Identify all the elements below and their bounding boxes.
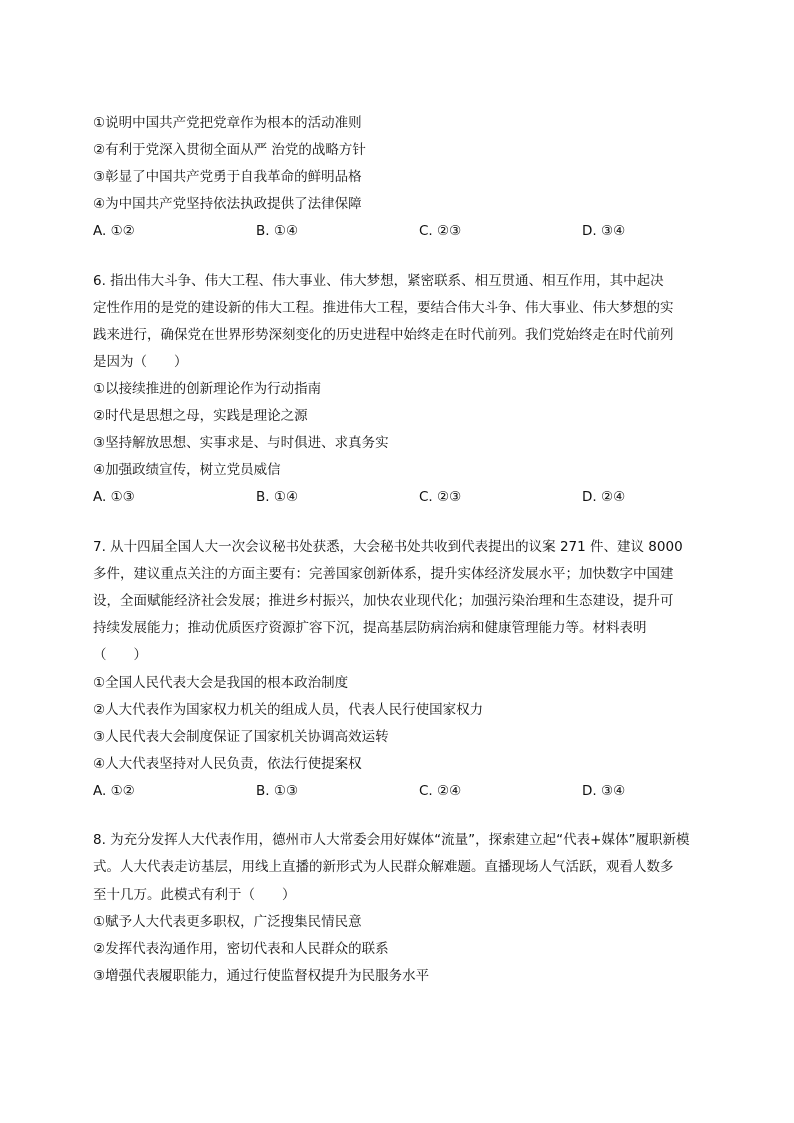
q6-stem-line-1: 6. 指出伟大斗争、伟大工程、伟大事业、伟大梦想，紧密联系、相互贯通、相互作用，其中起决 bbox=[93, 273, 664, 289]
q5-item-4: ④为中国共产党坚持依法执政提供了法律保障 bbox=[93, 196, 362, 212]
q6-option-a[interactable]: A. ①③ bbox=[93, 489, 135, 505]
q7-option-b[interactable]: B. ①③ bbox=[256, 783, 299, 799]
q5-options bbox=[93, 222, 713, 240]
q8-stem-line-2: 式。人大代表走访基层，用线上直播的新形式为人民群众解难题。直播现场人气活跃，观看人数多 bbox=[93, 859, 674, 875]
q6-item-1: ①以接续推进的创新理论作为行动指南 bbox=[93, 381, 322, 397]
q5-option-b[interactable]: B. ①④ bbox=[256, 223, 299, 239]
q8-item-1: ①赋予人大代表更多职权，广泛搜集民情民意 bbox=[93, 914, 362, 930]
q5-item-1: ①说明中国共产党把党章作为根本的活动准则 bbox=[93, 115, 362, 131]
q7-stem-line-2: 多件，建议重点关注的方面主要有：完善国家创新体系，提升实体经济发展水平；加快数字中国建 bbox=[93, 566, 674, 582]
q5-option-c[interactable]: C. ②③ bbox=[419, 223, 462, 239]
q5-item-3: ③彰显了中国共产党勇于自我革命的鲜明品格 bbox=[93, 169, 362, 185]
q7-option-a[interactable]: A. ①② bbox=[93, 783, 135, 799]
q6-stem-line-2: 定性作用的是党的建设新的伟大工程。推进伟大工程，要结合伟大斗争、伟大事业、伟大梦想的实 bbox=[93, 300, 674, 316]
q7-stem-line-3: 设，全面赋能经济社会发展；推进乡村振兴，加快农业现代化；加强污染治理和生态建设，提升可 bbox=[93, 593, 674, 609]
q6-option-d[interactable]: D. ②④ bbox=[582, 489, 626, 505]
q8-stem-line-3: 至十几万。此模式有利于（ ） bbox=[93, 887, 296, 903]
q7-item-3: ③人民代表大会制度保证了国家机关协调高效运转 bbox=[93, 729, 389, 745]
q7-option-c[interactable]: C. ②④ bbox=[419, 783, 462, 799]
q7-item-4: ④人大代表坚持对人民负责，依法行使提案权 bbox=[93, 756, 362, 772]
q6-stem-line-4: 是因为（ ） bbox=[93, 354, 188, 370]
q8-item-3: ③增强代表履职能力，通过行使监督权提升为民服务水平 bbox=[93, 968, 430, 984]
q6-item-3: ③坚持解放思想、实事求是、与时俱进、求真务实 bbox=[93, 435, 389, 451]
q6-item-4: ④加强政绩宣传，树立党员威信 bbox=[93, 462, 281, 478]
q6-option-c[interactable]: C. ②③ bbox=[419, 489, 462, 505]
q7-item-1: ①全国人民代表大会是我国的根本政治制度 bbox=[93, 675, 349, 691]
q6-options bbox=[93, 488, 713, 506]
q8-stem-line-1: 8. 为充分发挥人大代表作用，德州市人大常委会用好媒体“流量”，探索建立起“代表+媒体”履职新模 bbox=[93, 832, 690, 848]
q6-stem-line-3: 践来进行，确保党在世界形势深刻变化的历史进程中始终走在时代前列。我们党始终走在时代前列 bbox=[93, 327, 674, 343]
q7-stem-line-5: （ ） bbox=[93, 647, 147, 663]
q7-option-d[interactable]: D. ③④ bbox=[582, 783, 626, 799]
q7-item-2: ②人大代表作为国家权力机关的组成人员，代表人民行使国家权力 bbox=[93, 702, 484, 718]
q8-item-2: ②发挥代表沟通作用，密切代表和人民群众的联系 bbox=[93, 941, 389, 957]
q5-option-a[interactable]: A. ①② bbox=[93, 223, 135, 239]
q6-option-b[interactable]: B. ①④ bbox=[256, 489, 299, 505]
q5-option-d[interactable]: D. ③④ bbox=[582, 223, 626, 239]
q5-item-2: ②有利于党深入贯彻全面从严 治党的战略方针 bbox=[93, 142, 366, 158]
q7-stem-line-4: 持续发展能力；推动优质医疗资源扩容下沉，提高基层防病治病和健康管理能力等。材料表明 bbox=[93, 620, 647, 636]
q6-item-2: ②时代是思想之母，实践是理论之源 bbox=[93, 408, 308, 424]
q7-options bbox=[93, 782, 713, 800]
q7-stem-line-1: 7. 从十四届全国人大一次会议秘书处获悉，大会秘书处共收到代表提出的议案 271 件、建议 8000 bbox=[93, 539, 683, 555]
